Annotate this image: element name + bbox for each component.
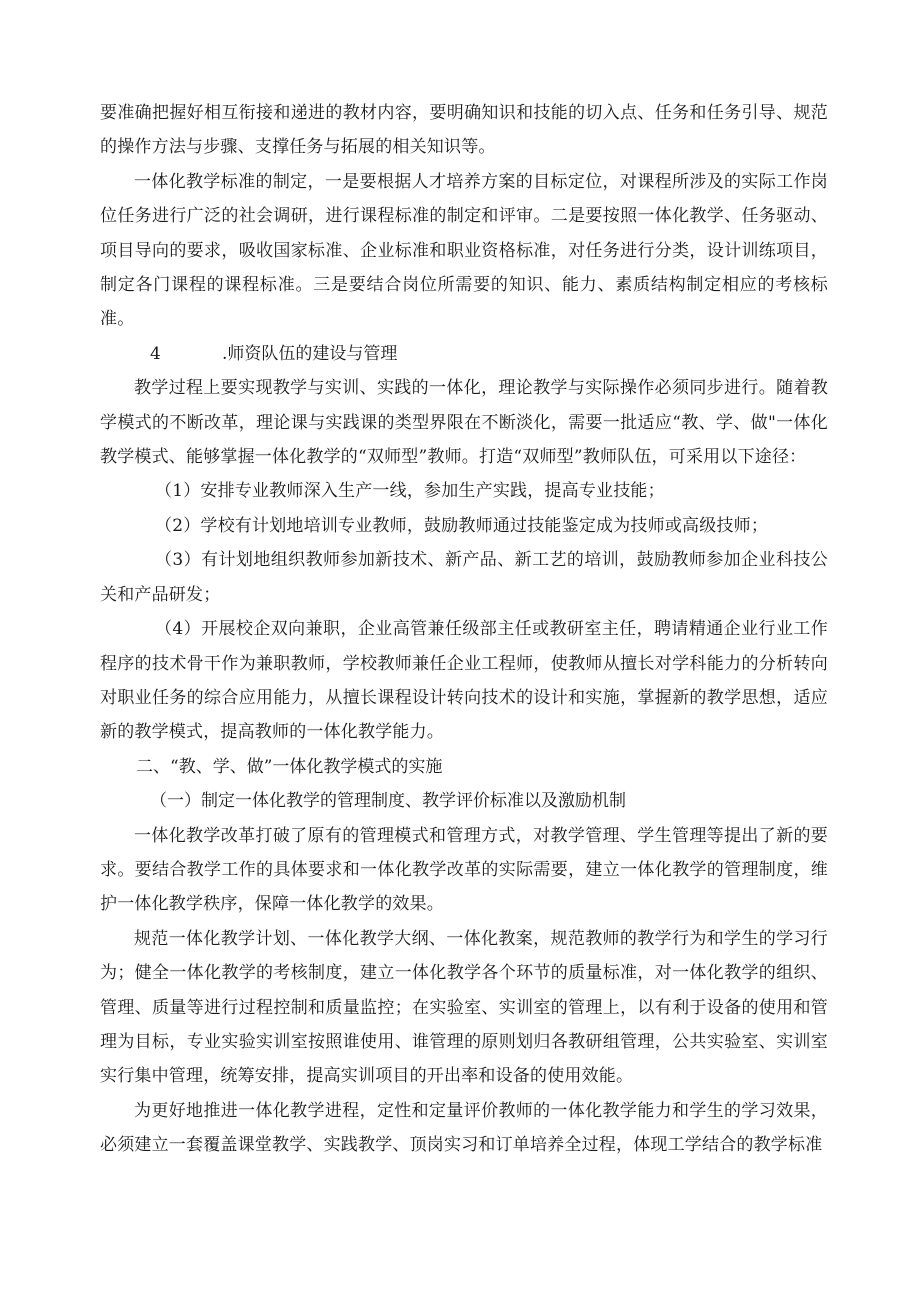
section-number: 4 <box>150 343 161 364</box>
section-heading-text: .师资队伍的建设与管理 <box>222 343 398 364</box>
paragraph-textbook-content: 要准确把握好相互衔接和递进的教材内容，要明确知识和技能的切入点、任务和任务引导、规范的操作方法与步骤、支撑任务与拓展的相关知识等。 <box>100 103 828 158</box>
list-item-3: （3）有计划地组织教师参加新技术、新产品、新工艺的培训，鼓励教师参加企业科技公关和产品研发； <box>100 550 828 605</box>
list-item-1: （1）安排专业教师深入生产一线，参加生产实践，提高专业技能； <box>155 481 665 502</box>
paragraph-teaching-standards: 一体化教学标准的制定，一是要根据人才培养方案的目标定位，对课程所涉及的实际工作岗位任务进行广泛的社会调研，进行课程标准的制定和评审。二是要按照一体化教学、任务驱动、项目导向的要求，吸收国家标准、企业标准和职业资格标准，对任务进行分类，设计训练项目，制定各门课程的课程标准。三是要结合岗位所需要的知识、能力、素质结构制定相应的考核标准。 <box>100 171 828 330</box>
list-item-4: （4）开展校企双向兼职，企业高管兼任级部主任或教研室主任，聘请精通企业行业工作程序的技术骨干作为兼职教师，学校教师兼任企业工程师，使教师从擅长对学科能力的分析转向对职业任务的综合应用能力，从擅长课程设计转向技术的设计和实施，掌握新的教学思想，适应新的教学模式，提高教师的一体化教学能力。 <box>100 619 828 743</box>
paragraph-management-reform: 一体化教学改革打破了原有的管理模式和管理方式，对教学管理、学生管理等提出了新的要求。要结合教学工作的具体要求和一体化教学改革的实际需要，建立一体化教学的管理制度，维护一体化教学秩序，保障一体化教学的效果。 <box>100 825 828 915</box>
section-heading-4 <box>100 337 828 371</box>
chapter-heading-2: 二、“教、学、做”一体化教学模式的实施 <box>136 756 443 777</box>
paragraph-standardization: 规范一体化教学计划、一体化教学大纲、一体化教案，规范教师的教学行为和学生的学习行为；健全一体化教学的考核制度，建立一体化教学各个环节的质量标准，对一体化教学的组织、管理、质量等进行过程控制和质量监控；在实验室、实训室的管理上，以有利于设备的使用和管理为目标，专业实验实训室按照谁使用、谁管理的原则划归各教研组管理，公共实验室、实训室实行集中管理，统筹安排，提高实训项目的开出率和设备的使用效能。 <box>100 928 828 1087</box>
list-item-2: （2）学校有计划地培训专业教师，鼓励教师通过技能鉴定成为技师或高级技师； <box>155 515 769 536</box>
paragraph-evaluation: 为更好地推进一体化教学进程，定性和定量评价教师的一体化教学能力和学生的学习效果，必须建立一套覆盖课堂教学、实践教学、顶岗实习和订单培养全过程，体现工学结合的教学标准 <box>100 1100 828 1156</box>
subsection-heading-1: （一）制定一体化教学的管理制度、教学评价标准以及激励机制 <box>150 791 626 812</box>
paragraph-teacher-team: 教学过程上要实现教学与实训、实践的一体化，理论教学与实际操作必须同步进行。随着教学模式的不断改革，理论课与实践课的类型界限在不断淡化，需要一批适应“教、学、做"一体化教学模式、能够掌握一体化教学的“双师型”教师。打造“双师型”教师队伍，可采用以下途径： <box>100 378 828 468</box>
